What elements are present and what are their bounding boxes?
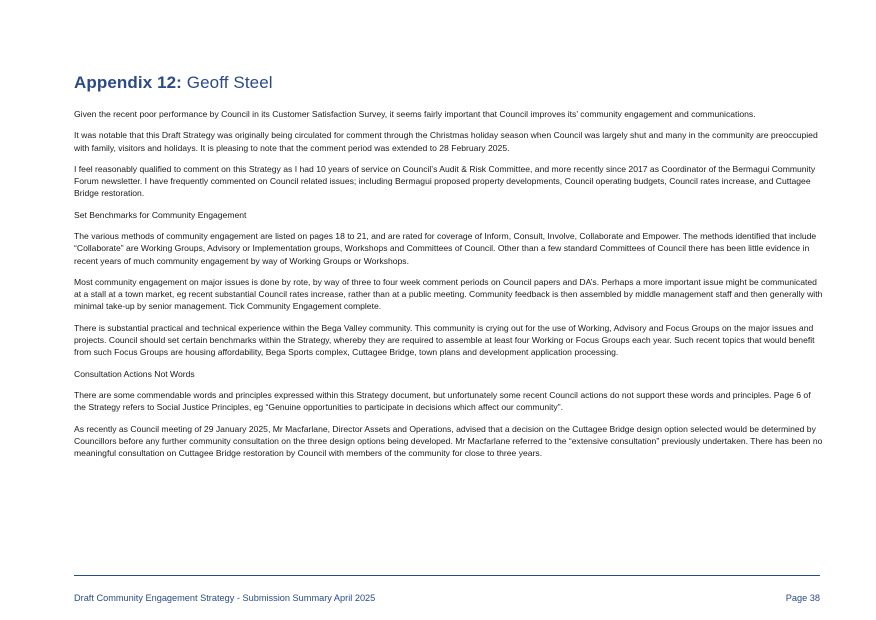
paragraph-intro: Given the recent poor performance by Council in its Customer Satisfaction Survey, it seems fairly important that Council improves its’ community engagement and communications. [74,109,756,119]
page-title [74,73,273,93]
paragraph-qualifications: I feel reasonably qualified to comment on this Strategy as I had 10 years of service on Council’s Audit & Risk Committee, and more recently since 2017 as Coordinator of the Bermagui Community Forum newsletter. I have frequently commented on Council related issues; including Bermagui proposed property developments, Council operating budgets, Council rates increase, and Cuttagee Bridge restoration. [74,163,816,199]
document-body [74,108,824,468]
page-title-author: Geoff Steel [186,73,273,92]
footer-divider [74,575,820,576]
paragraph-methods: The various methods of community engagement are listed on pages 18 to 21, and are rated for coverage of Inform, Consult, Involve, Collaborate and Empower. The methods identified that include “Collaborate” are Working Groups, Advisory or Implementation groups, Workshops and Committees of Council. Other than a few standard Committees of Council there has been little evidence in recent years of much community engagement by way of Working Groups or Workshops. [74,231,817,266]
paragraph-timing: It was notable that this Draft Strategy was originally being circulated for comment through the Christmas holiday season when Council was largely shut and many in the community are preoccupied with family, visitors and holidays. It is pleasing to note that the comment period was extended to 28 February 2025. [74,130,818,153]
page-title-appendix: Appendix 12: [74,73,182,92]
paragraph-council-meeting: As recently as Council meeting of 29 January 2025, Mr Macfarlane, Director Assets and Operations, advised that a decision on the Cuttagee Bridge design option selected would be determined by Councillors before any further community consultation on the three design options being developed. Mr Macfarlane referred to the “extensive consultation” previously undertaken. There has been no meaningful consultation on Cuttagee Bridge restoration by Council with members of the community for close to three years. [74,423,823,458]
section-heading-consultation: Consultation Actions Not Words [74,368,195,379]
section-heading-benchmarks: Set Benchmarks for Community Engagement [74,209,247,220]
footer-page-number: Page 38 [785,593,820,603]
paragraph-principles: There are some commendable words and principles expressed within this Strategy document, but unfortunately some recent Council actions do not support these words and principles. Page 6 of the Strategy refers to Social Justice Principles, eg “Genuine opportunities to participate in decisions which affect our community”. [74,389,811,413]
paragraph-rote-engagement: Most community engagement on major issues is done by rote, by way of three to four week comment periods on Council papers and DA’s. Perhaps a more important issue might be communicated at a stall at a town market, eg recent substantial Council rates increase, rather than at a public meeting. Community feedback is then assembled by middle management staff and then generally with minimal take-up by senior management. Tick Community Engagement complete. [74,276,823,312]
paragraph-experience: There is substantial practical and technical experience within the Bega Valley community. This community is crying out for the use of Working, Advisory and Focus Groups on the major issues and projects. Council should set certain benchmarks within the Strategy, whereby they are required to assemble at least four Working or Focus Groups each year. Such recent topics that would benefit from such Focus Groups are housing affordability, Bega Sports complex, Cuttagee Bridge, town plans and development application processing. [74,322,815,358]
footer-document-title: Draft Community Engagement Strategy - Submission Summary April 2025 [74,593,376,603]
